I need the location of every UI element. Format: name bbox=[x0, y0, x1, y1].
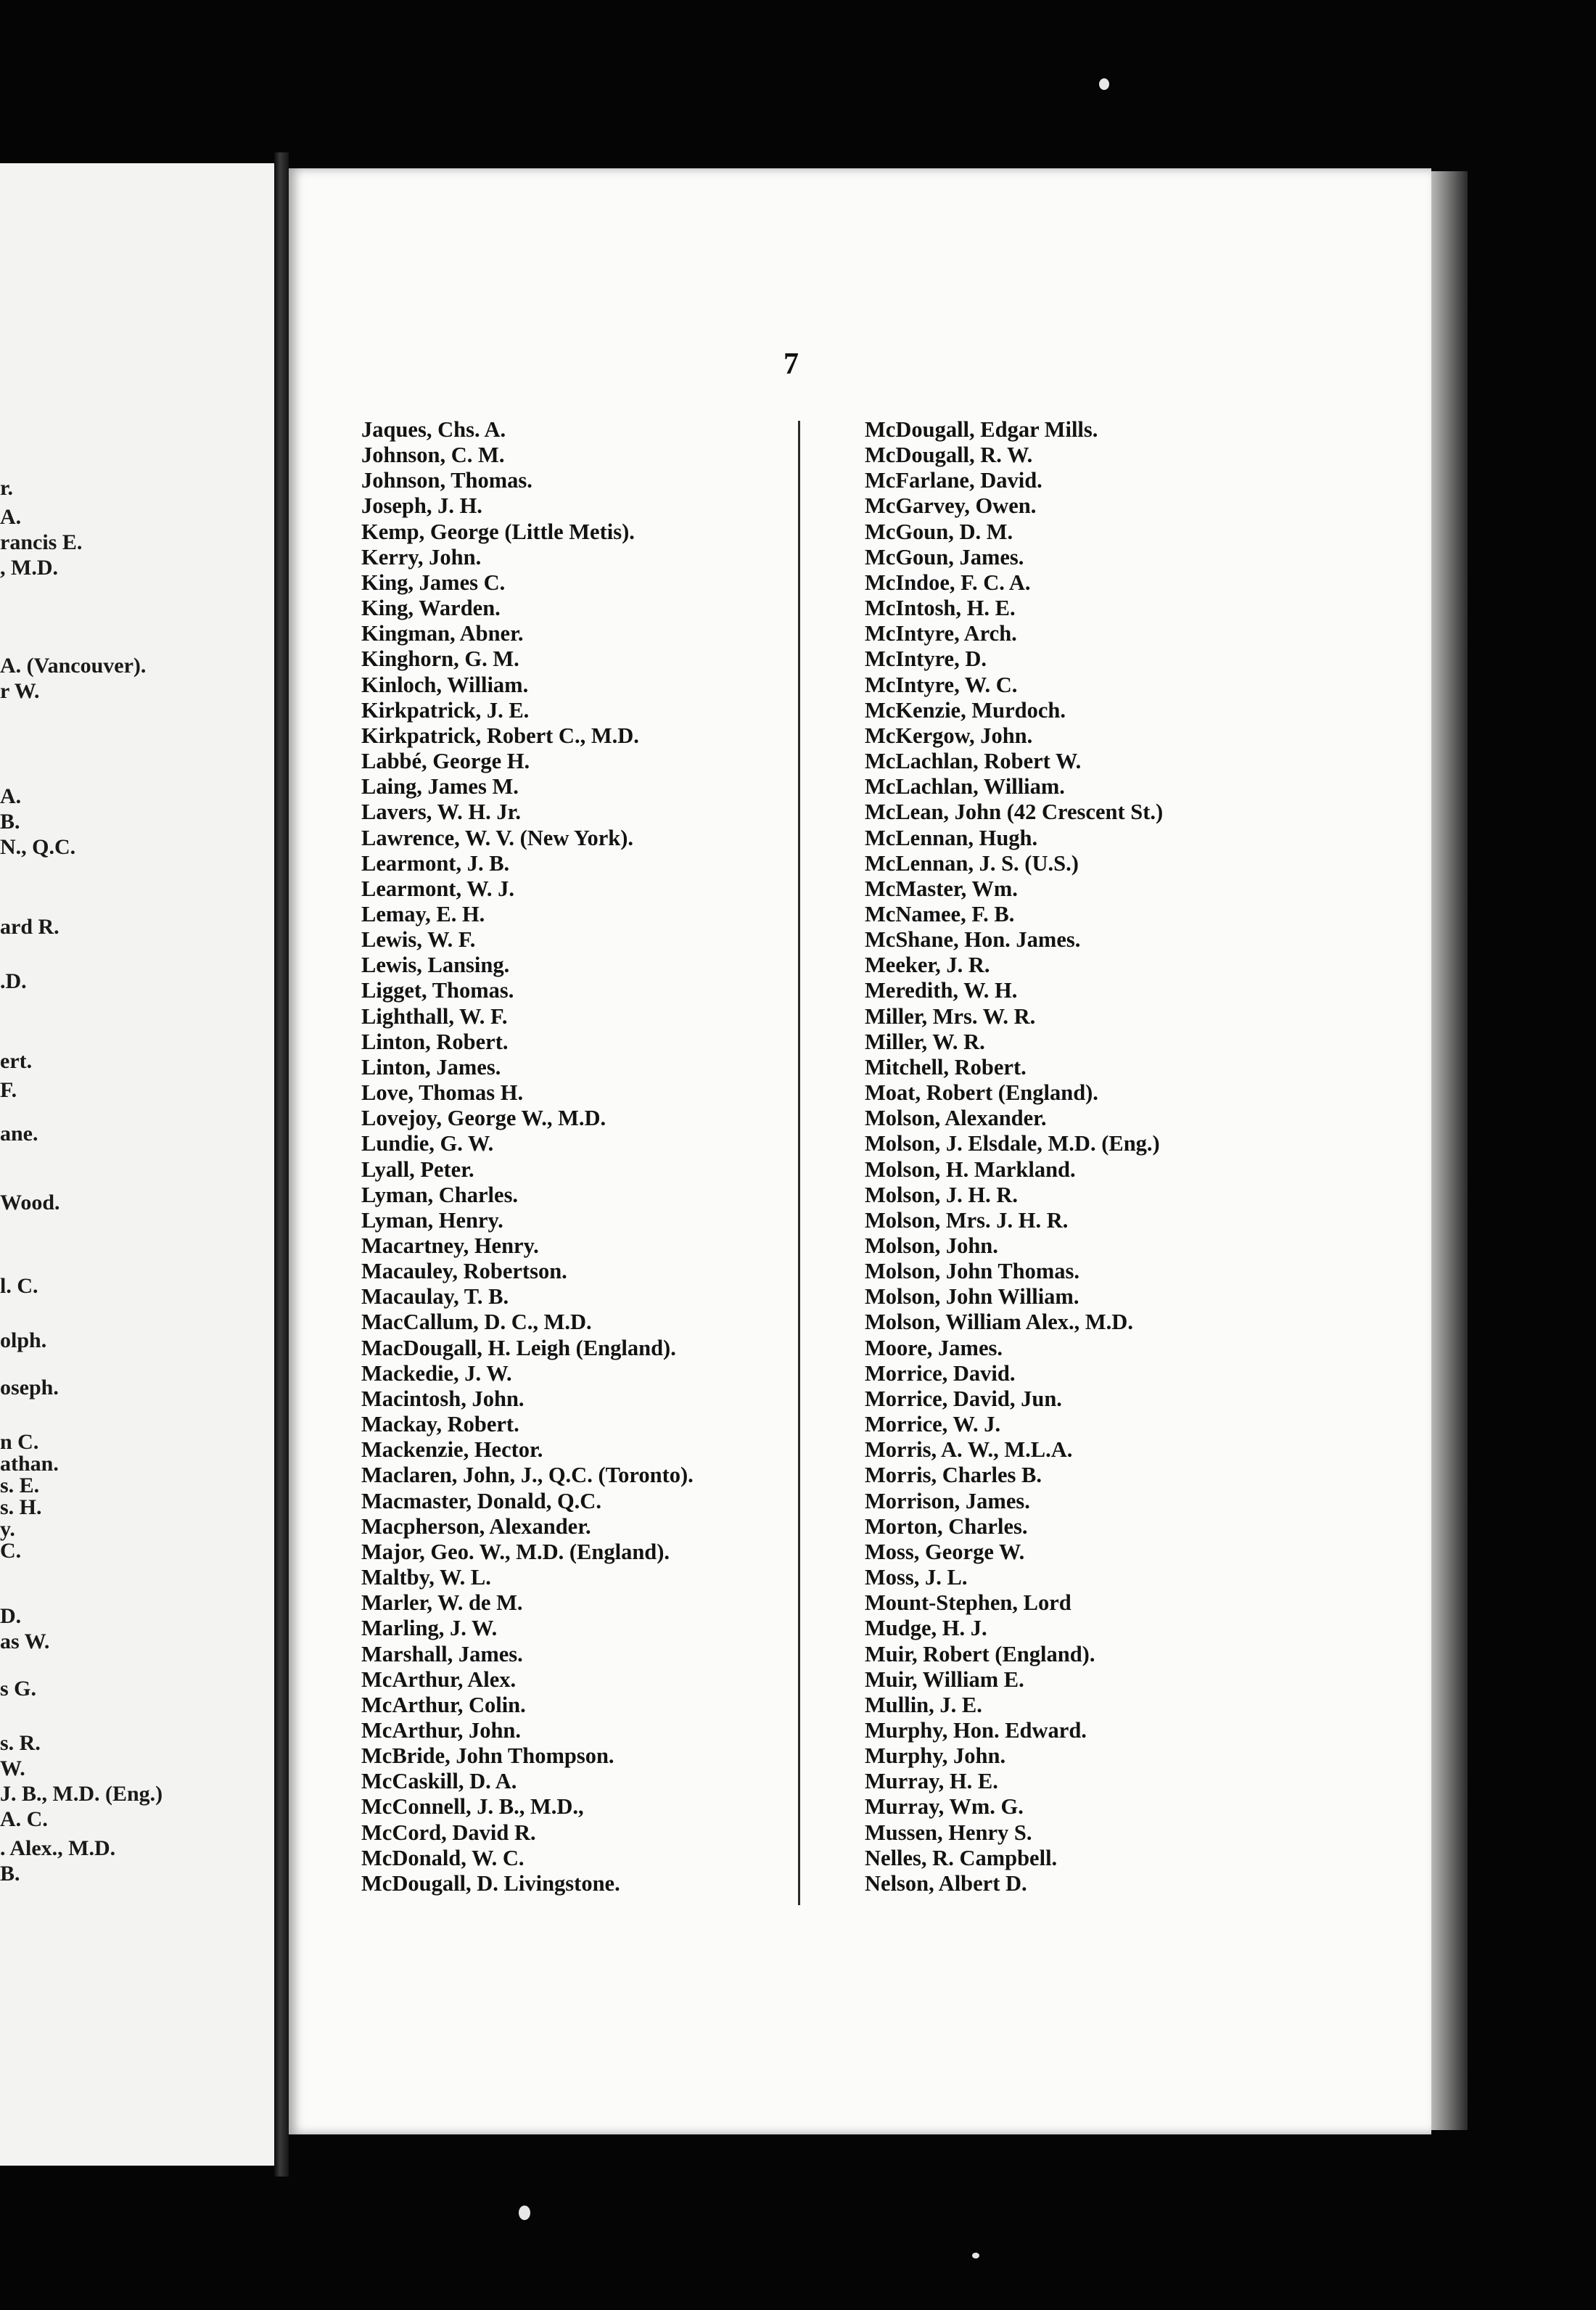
left-page-fragment: Wood. bbox=[0, 1191, 60, 1214]
list-item: McIntyre, Arch. bbox=[865, 621, 1017, 646]
list-item: Macintosh, John. bbox=[361, 1386, 525, 1411]
left-page-fragment: , M.D. bbox=[0, 556, 58, 580]
list-item: Moss, J. L. bbox=[865, 1565, 968, 1590]
list-item: Molson, H. Markland. bbox=[865, 1156, 1076, 1182]
left-page-fragment: N., Q.C. bbox=[0, 835, 76, 859]
list-item: Lyman, Henry. bbox=[361, 1207, 503, 1233]
list-item: McShane, Hon. James. bbox=[865, 927, 1081, 953]
list-item: Macauley, Robertson. bbox=[361, 1259, 567, 1284]
list-item: Moat, Robert (England). bbox=[865, 1080, 1098, 1106]
list-item: King, James C. bbox=[361, 570, 506, 595]
list-item: Molson, John Thomas. bbox=[865, 1259, 1080, 1284]
list-item: Miller, Mrs. W. R. bbox=[865, 1003, 1036, 1029]
list-item: Marshall, James. bbox=[361, 1641, 523, 1666]
list-item: Kemp, George (Little Metis). bbox=[361, 519, 635, 544]
list-item: Lundie, G. W. bbox=[361, 1131, 494, 1156]
list-item: Meeker, J. R. bbox=[865, 953, 990, 978]
list-item: Murphy, John. bbox=[865, 1743, 1006, 1769]
list-item: Meredith, W. H. bbox=[865, 978, 1018, 1003]
list-item: McGarvey, Owen. bbox=[865, 493, 1037, 519]
book-gutter bbox=[274, 152, 289, 2177]
list-item: Maclaren, John, J., Q.C. (Toronto). bbox=[361, 1463, 694, 1488]
left-page-fragment: B. bbox=[0, 810, 20, 834]
list-item: Moss, George W. bbox=[865, 1539, 1025, 1564]
left-page-fragment: A. bbox=[0, 784, 22, 808]
list-item: Morton, Charles. bbox=[865, 1513, 1028, 1539]
dust-speck bbox=[1099, 78, 1109, 90]
list-item: McLennan, Hugh. bbox=[865, 825, 1038, 850]
list-item: Labbé, George H. bbox=[361, 749, 530, 774]
list-item: McDougall, R. W. bbox=[865, 443, 1033, 468]
list-item: McArthur, Alex. bbox=[361, 1666, 517, 1692]
left-page-fragment: y. bbox=[0, 1517, 15, 1541]
list-item: Nelles, R. Campbell. bbox=[865, 1845, 1058, 1870]
left-page-fragment: .D. bbox=[0, 969, 27, 993]
list-item: Mudge, H. J. bbox=[865, 1616, 987, 1641]
left-page-fragment: athan. bbox=[0, 1452, 59, 1476]
list-item: McIntosh, H. E. bbox=[865, 596, 1016, 621]
list-item: King, Warden. bbox=[361, 596, 501, 621]
list-item: Macartney, Henry. bbox=[361, 1233, 539, 1258]
list-item: McIntyre, D. bbox=[865, 646, 987, 672]
left-page-fragment: A. C. bbox=[0, 1807, 48, 1831]
list-item: Macpherson, Alexander. bbox=[361, 1513, 591, 1539]
list-item: Mackay, Robert. bbox=[361, 1412, 519, 1437]
left-page-fragment: olph. bbox=[0, 1328, 47, 1352]
list-item: McCaskill, D. A. bbox=[361, 1769, 517, 1794]
left-page-fragment: C. bbox=[0, 1539, 22, 1563]
list-item: McLachlan, William. bbox=[865, 774, 1065, 800]
list-item: Morris, Charles B. bbox=[865, 1463, 1042, 1488]
page-number: 7 bbox=[783, 348, 799, 381]
list-item: Murphy, Hon. Edward. bbox=[865, 1717, 1087, 1743]
list-item: Mount-Stephen, Lord bbox=[865, 1590, 1071, 1616]
list-item: Nelson, Albert D. bbox=[865, 1870, 1027, 1896]
list-item: MacCallum, D. C., M.D. bbox=[361, 1310, 592, 1335]
list-item: Learmont, W. J. bbox=[361, 876, 514, 901]
left-page-fragment: s G. bbox=[0, 1677, 37, 1701]
list-item: Macmaster, Donald, Q.C. bbox=[361, 1488, 601, 1513]
list-item: Lewis, W. F. bbox=[361, 927, 476, 953]
list-item: Molson, John William. bbox=[865, 1284, 1079, 1310]
list-item: Morrice, David, Jun. bbox=[865, 1386, 1062, 1411]
list-item: Marler, W. de M. bbox=[361, 1590, 523, 1616]
list-item: Morrison, James. bbox=[865, 1488, 1030, 1513]
dust-speck bbox=[972, 2253, 979, 2258]
list-item: Mussen, Henry S. bbox=[865, 1820, 1032, 1845]
list-item: Morrice, David. bbox=[865, 1360, 1016, 1386]
list-item: McIndoe, F. C. A. bbox=[865, 570, 1031, 595]
left-page-fragment: ane. bbox=[0, 1122, 38, 1146]
list-item: McIntyre, W. C. bbox=[865, 672, 1018, 697]
list-item: Lyall, Peter. bbox=[361, 1156, 474, 1182]
list-item: Marling, J. W. bbox=[361, 1616, 498, 1641]
list-item: MacDougall, H. Leigh (England). bbox=[361, 1335, 676, 1360]
list-item: Morrice, W. J. bbox=[865, 1412, 1001, 1437]
list-item: Muir, Robert (England). bbox=[865, 1641, 1095, 1666]
left-page-fragment: l. C. bbox=[0, 1274, 38, 1298]
list-item: Molson, John. bbox=[865, 1233, 998, 1258]
list-item: McFarlane, David. bbox=[865, 468, 1042, 493]
list-item: Kirkpatrick, J. E. bbox=[361, 697, 530, 723]
list-item: Murray, Wm. G. bbox=[865, 1794, 1024, 1820]
left-page-fragment: oseph. bbox=[0, 1376, 59, 1399]
list-item: Kinghorn, G. M. bbox=[361, 646, 519, 672]
list-item: Molson, William Alex., M.D. bbox=[865, 1310, 1133, 1335]
list-item: Lovejoy, George W., M.D. bbox=[361, 1106, 606, 1131]
list-item: Mackenzie, Hector. bbox=[361, 1437, 543, 1463]
list-item: McDonald, W. C. bbox=[361, 1845, 525, 1870]
list-item: Muir, William E. bbox=[865, 1666, 1024, 1692]
list-item: Lewis, Lansing. bbox=[361, 953, 510, 978]
list-item: Major, Geo. W., M.D. (England). bbox=[361, 1539, 670, 1564]
list-item: McKergow, John. bbox=[865, 723, 1033, 748]
list-item: McConnell, J. B., M.D., bbox=[361, 1794, 584, 1820]
left-page-fragment: J. B., M.D. (Eng.) bbox=[0, 1782, 163, 1806]
list-item: Molson, Alexander. bbox=[865, 1106, 1047, 1131]
list-item: McDougall, D. Livingstone. bbox=[361, 1870, 620, 1896]
list-item: Molson, Mrs. J. H. R. bbox=[865, 1207, 1069, 1233]
name-list-left-column bbox=[361, 417, 694, 1896]
list-item: Lawrence, W. V. (New York). bbox=[361, 825, 634, 850]
list-item: Moore, James. bbox=[865, 1335, 1003, 1360]
list-item: Jaques, Chs. A. bbox=[361, 417, 506, 442]
list-item: Johnson, Thomas. bbox=[361, 468, 532, 493]
left-page-fragment: s. E. bbox=[0, 1473, 40, 1497]
list-item: Murray, H. E. bbox=[865, 1769, 998, 1794]
left-page-fragment: A. (Vancouver). bbox=[0, 654, 147, 678]
left-page-fragment: A. bbox=[0, 505, 22, 529]
left-page-fragment: r W. bbox=[0, 679, 40, 703]
list-item: Kingman, Abner. bbox=[361, 621, 524, 646]
list-item: McKenzie, Murdoch. bbox=[865, 697, 1066, 723]
left-page-fragment: B. bbox=[0, 1862, 20, 1886]
list-item: Mitchell, Robert. bbox=[865, 1054, 1027, 1080]
left-page-fragment: as W. bbox=[0, 1629, 50, 1653]
list-item: Kirkpatrick, Robert C., M.D. bbox=[361, 723, 639, 748]
list-item: Maltby, W. L. bbox=[361, 1565, 491, 1590]
list-item: Learmont, J. B. bbox=[361, 850, 510, 876]
list-item: Lavers, W. H. Jr. bbox=[361, 800, 522, 825]
list-item: McGoun, James. bbox=[865, 544, 1024, 570]
left-page-fragment: s. R. bbox=[0, 1731, 41, 1755]
left-page-fragment: s. H. bbox=[0, 1495, 42, 1519]
list-item: McLachlan, Robert W. bbox=[865, 749, 1082, 774]
dust-speck bbox=[519, 2206, 530, 2220]
left-page-fragment: ert. bbox=[0, 1049, 33, 1073]
list-item: McArthur, Colin. bbox=[361, 1692, 526, 1717]
list-item: Morris, A. W., M.L.A. bbox=[865, 1437, 1073, 1463]
list-item: Mullin, J. E. bbox=[865, 1692, 982, 1717]
left-page bbox=[0, 163, 274, 2166]
left-page-fragment: ard R. bbox=[0, 915, 59, 939]
list-item: Joseph, J. H. bbox=[361, 493, 482, 519]
column-divider bbox=[798, 421, 800, 1905]
left-page-fragment: W. bbox=[0, 1756, 25, 1780]
list-item: McLean, John (42 Crescent St.) bbox=[865, 800, 1164, 825]
list-item: McGoun, D. M. bbox=[865, 519, 1013, 544]
left-page-fragment: D. bbox=[0, 1604, 22, 1628]
list-item: Johnson, C. M. bbox=[361, 443, 505, 468]
list-item: Lemay, E. H. bbox=[361, 901, 485, 926]
list-item: Lighthall, W. F. bbox=[361, 1003, 508, 1029]
list-item: Linton, James. bbox=[361, 1054, 501, 1080]
left-page-fragment: F. bbox=[0, 1078, 17, 1102]
list-item: Mackedie, J. W. bbox=[361, 1360, 512, 1386]
list-item: McArthur, John. bbox=[361, 1717, 522, 1743]
list-item: McNamee, F. B. bbox=[865, 901, 1015, 926]
list-item: Molson, J. H. R. bbox=[865, 1182, 1018, 1207]
left-page-fragment: rancis E. bbox=[0, 530, 83, 554]
list-item: Laing, James M. bbox=[361, 774, 519, 800]
list-item: Kerry, John. bbox=[361, 544, 482, 570]
list-item: Lyman, Charles. bbox=[361, 1182, 519, 1207]
list-item: Molson, J. Elsdale, M.D. (Eng.) bbox=[865, 1131, 1160, 1156]
left-page-fragment: n C. bbox=[0, 1430, 39, 1454]
name-list-right-column bbox=[865, 417, 1163, 1896]
list-item: Ligget, Thomas. bbox=[361, 978, 514, 1003]
list-item: Kinloch, William. bbox=[361, 672, 529, 697]
list-item: Miller, W. R. bbox=[865, 1029, 985, 1054]
list-item: Love, Thomas H. bbox=[361, 1080, 524, 1106]
list-item: McDougall, Edgar Mills. bbox=[865, 417, 1098, 442]
list-item: McLennan, J. S. (U.S.) bbox=[865, 850, 1079, 876]
left-page-fragment: . Alex., M.D. bbox=[0, 1836, 116, 1860]
list-item: McBride, John Thompson. bbox=[361, 1743, 614, 1769]
list-item: Macaulay, T. B. bbox=[361, 1284, 509, 1310]
page-edge bbox=[1431, 171, 1468, 2130]
left-page-fragment: r. bbox=[0, 476, 14, 500]
list-item: McCord, David R. bbox=[361, 1820, 536, 1845]
list-item: Linton, Robert. bbox=[361, 1029, 509, 1054]
list-item: McMaster, Wm. bbox=[865, 876, 1018, 901]
